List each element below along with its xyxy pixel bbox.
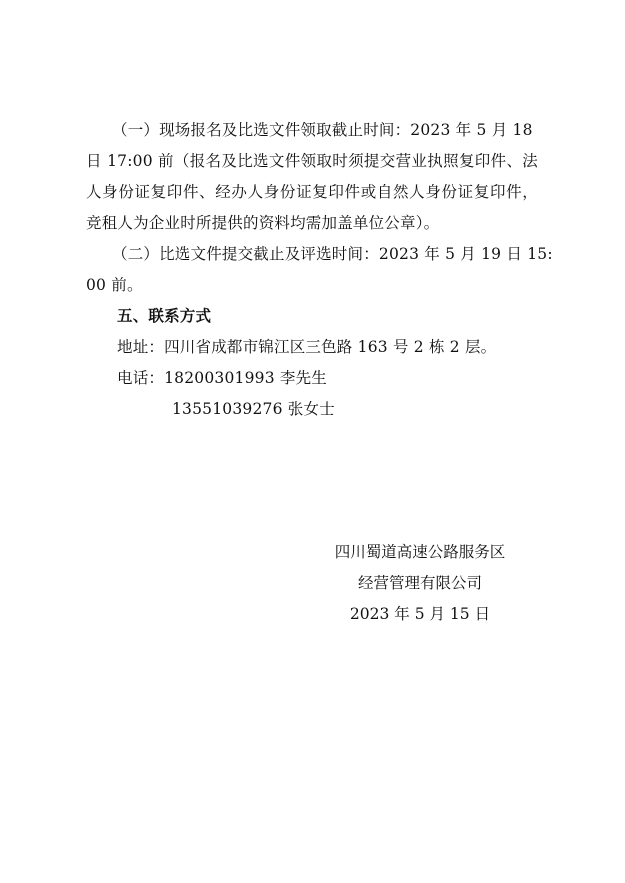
contact-phone-2: 13551039276 张女士	[172, 400, 335, 418]
section-one-line-4: 竞租人为企业时所提供的资料均需加盖单位公章）。	[86, 214, 440, 232]
section-two-line-1: （二）比选文件提交截止及评选时间：2023 年 5 月 19 日 15:	[112, 245, 553, 263]
signature-org-line-2: 经营管理有限公司	[357, 574, 482, 592]
signature-org-line-1: 四川蜀道高速公路服务区	[334, 543, 506, 561]
section-one-line-1: （一）现场报名及比选文件领取截止时间：2023 年 5 月 18	[112, 121, 533, 139]
section-two-line-2: 00 前。	[86, 276, 143, 294]
section-one-line-3: 人身份证复印件、经办人身份证复印件或自然人身份证复印件，	[86, 183, 538, 201]
contact-address: 地址：四川省成都市锦江区三色路 163 号 2 栋 2 层。	[117, 338, 497, 356]
contact-heading: 五、联系方式	[117, 306, 212, 325]
contact-phone-1: 电话：18200301993 李先生	[117, 369, 328, 387]
signature-date: 2023 年 5 月 15 日	[349, 605, 491, 623]
section-one-line-2: 日 17:00 前（报名及比选文件领取时须提交营业执照复印件、法	[86, 152, 538, 170]
